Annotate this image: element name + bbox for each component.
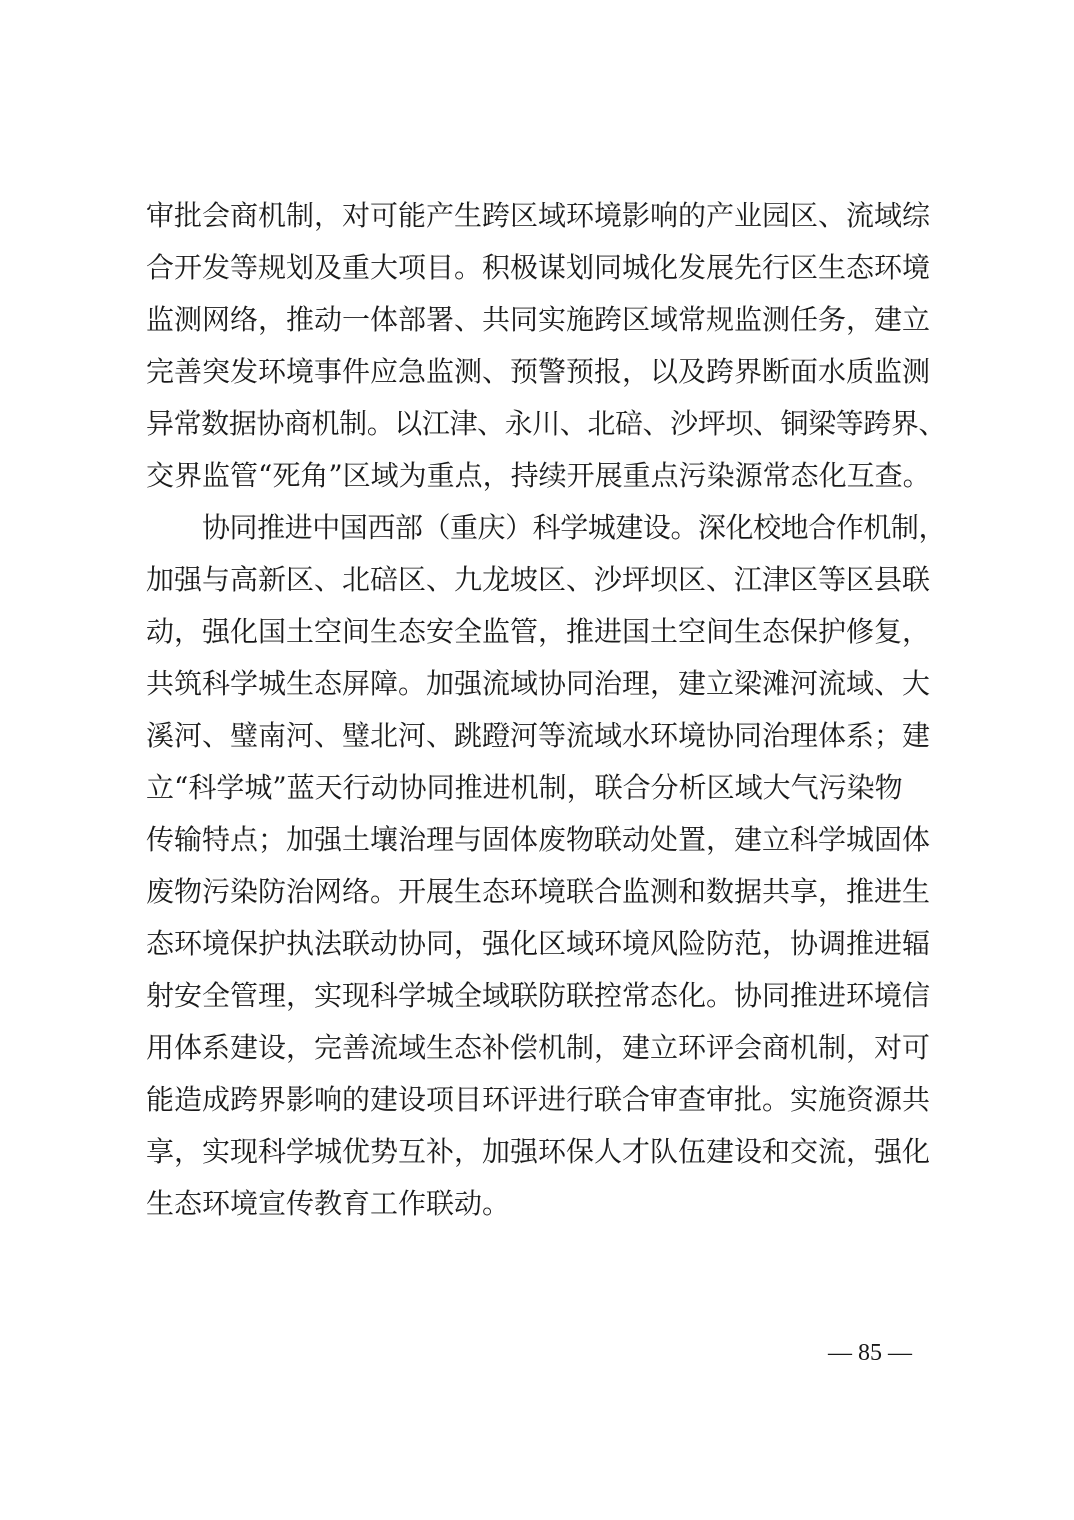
paragraph-2-line-10: 射安全管理，实现科学城全域联防联控常态化。协同推进环境信 (146, 979, 931, 1012)
paragraph-2-line-9: 态环境保护执法联动协同，强化区域环境风险防范，协调推进辐 (146, 927, 931, 960)
paragraph-1-line-3: 监测网络，推动一体部署、共同实施跨区域常规监测任务，建立 (146, 303, 931, 336)
paragraph-1-line-1: 审批会商机制，对可能产生跨区域环境影响的产业园区、流域综 (146, 199, 931, 232)
paragraph-1-line-2: 合开发等规划及重大项目。积极谋划同城化发展先行区生态环境 (146, 251, 931, 284)
paragraph-2-line-5: 溪河、璧南河、璧北河、跳蹬河等流域水环境协同治理体系；建 (146, 719, 931, 752)
paragraph-2-line-3: 动，强化国土空间生态安全监管，推进国土空间生态保护修复， (146, 615, 931, 648)
paragraph-1-line-5: 异常数据协商机制。以江津、永川、北碚、沙坪坝、铜梁等跨界、 (146, 407, 947, 440)
page-number: — 85 — (828, 1340, 912, 1366)
paragraph-2-line-1: 协同推进中国西部（重庆）科学城建设。深化校地合作机制， (202, 511, 947, 544)
paragraph-1-line-4: 完善突发环境事件应急监测、预警预报，以及跨界断面水质监测 (146, 355, 931, 388)
paragraph-2-line-7: 传输特点；加强土壤治理与固体废物联动处置，建立科学城固体 (146, 823, 931, 856)
paragraph-2-line-6: 立“科学城”蓝天行动协同推进机制，联合分析区域大气污染物 (146, 771, 903, 804)
paragraph-2-line-11: 用体系建设，完善流域生态补偿机制，建立环评会商机制，对可 (146, 1031, 931, 1064)
paragraph-2-line-8: 废物污染防治网络。开展生态环境联合监测和数据共享，推进生 (146, 875, 931, 908)
paragraph-2-line-13: 享，实现科学城优势互补，加强环保人才队伍建设和交流，强化 (146, 1135, 931, 1168)
paragraph-2-line-4: 共筑科学城生态屏障。加强流域协同治理，建立梁滩河流域、大 (146, 667, 931, 700)
paragraph-2-line-12: 能造成跨界影响的建设项目环评进行联合审查审批。实施资源共 (146, 1083, 931, 1116)
paragraph-1-line-6: 交界监管“死角”区域为重点，持续开展重点污染源常态化互查。 (146, 459, 931, 492)
paragraph-2-line-2: 加强与高新区、北碚区、九龙坡区、沙坪坝区、江津区等区县联 (146, 563, 931, 596)
paragraph-2-line-14: 生态环境宣传教育工作联动。 (146, 1187, 511, 1220)
